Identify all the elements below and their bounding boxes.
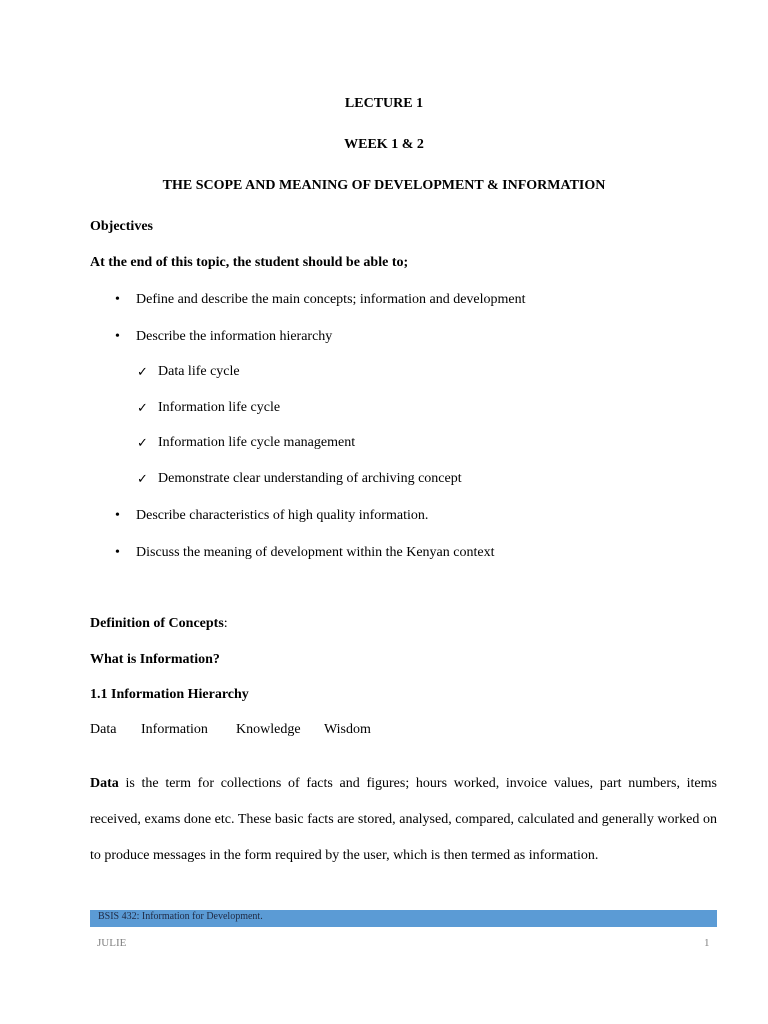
list-item: Information life cycle management [158,435,356,450]
bullet-icon: • [115,292,120,307]
page-number: 1 [704,937,710,949]
list-item: Define and describe the main concepts; information and development [136,292,526,307]
checkmark-icon: ✓ [137,435,148,450]
list-item: Data life cycle [158,364,240,379]
list-item: Describe the information hierarchy [136,329,333,344]
checkmark-icon: ✓ [137,400,148,415]
lecture-label: LECTURE 1 [344,96,424,111]
course-title: BSIS 432: Information for Development. [98,911,263,922]
checkmark-icon: ✓ [137,364,148,379]
bullet-icon: • [115,545,120,560]
list-item: Describe characteristics of high quality information. [136,508,429,523]
hierarchy-item: Wisdom [324,722,371,737]
definitions-heading-colon: : [223,616,228,631]
checkmark-icon: ✓ [137,471,148,486]
list-item: Information life cycle [158,400,281,415]
definitions-heading-text: Definition of Concepts [90,616,224,631]
bullet-icon: • [115,508,120,523]
data-definition-text: is the term for collections of facts and figures; hours worked, invoice values, part numbers, items received, exams done etc. These basic facts are stored, analysed, compared, calculated and generally worked on to produce messages in the form required by the user, which is then termed as information. [90,776,717,863]
footer-bar [90,910,717,927]
hierarchy-item: Information [141,722,208,737]
list-item: Discuss the meaning of development within the Kenyan context [136,545,495,560]
definitions-heading [90,616,228,632]
list-item: Demonstrate clear understanding of archiving concept [158,471,462,486]
hierarchy-item: Knowledge [236,722,301,737]
objectives-heading: Objectives [90,219,153,234]
page-title: THE SCOPE AND MEANING OF DEVELOPMENT & INFORMATION [162,178,606,193]
footer-author: JULIE [97,937,127,949]
data-definition-paragraph [90,766,717,874]
week-label: WEEK 1 & 2 [344,137,424,152]
data-term: Data [90,776,119,791]
objectives-intro: At the end of this topic, the student should be able to; [90,255,409,270]
bullet-icon: • [115,329,120,344]
section-subheading: 1.1 Information Hierarchy [90,687,249,702]
hierarchy-item: Data [90,722,117,737]
information-question: What is Information? [90,652,220,667]
